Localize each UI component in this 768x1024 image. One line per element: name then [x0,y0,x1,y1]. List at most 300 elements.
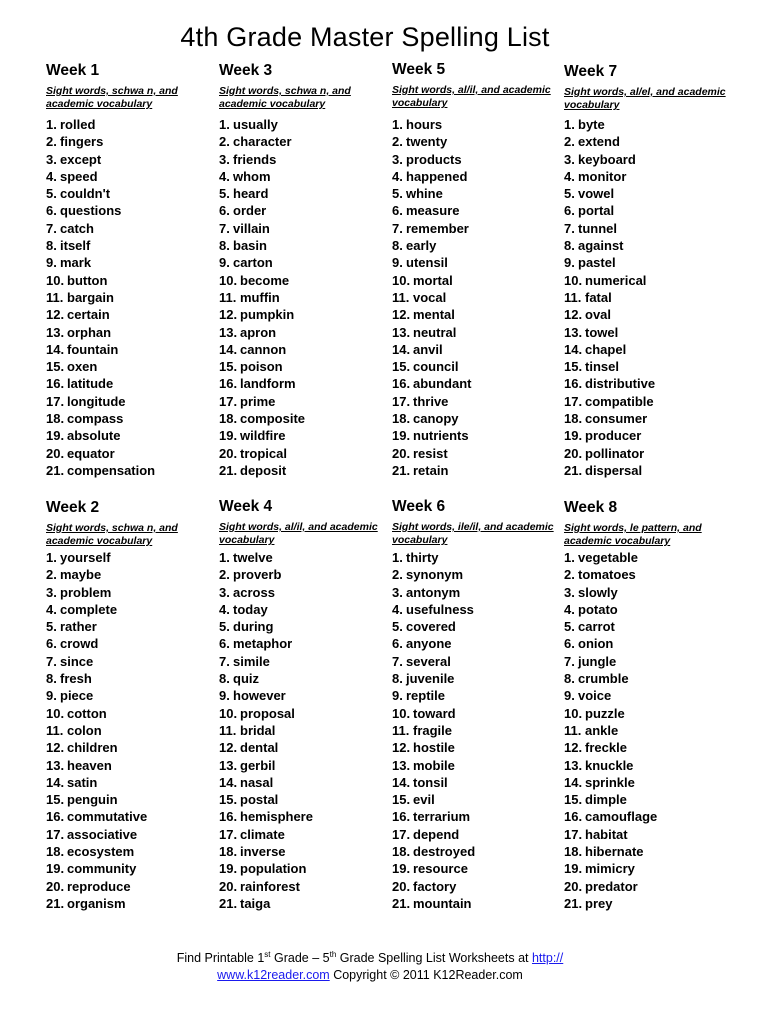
word-item [392,306,472,323]
word-number: 8. [219,238,230,254]
word-number: 18. [392,844,411,860]
word-number: 18. [219,844,238,860]
word-text: resource [413,861,468,877]
word-number: 4. [46,168,57,184]
word-text: cotton [67,705,107,721]
word-text: speed [60,168,98,184]
word-item [392,151,472,168]
word-number: 17. [219,393,238,409]
word-text: rolled [60,117,96,132]
word-number: 3. [46,151,57,167]
week-block [46,499,218,555]
word-item [46,375,155,392]
word-number: 8. [46,671,57,687]
word-item [46,133,155,150]
word-item [564,860,657,877]
word-text: camouflage [585,809,658,825]
word-number: 12. [46,307,65,323]
word-text: associative [67,826,138,842]
word-number: 8. [564,671,575,687]
word-text: twelve [233,550,273,565]
word-number: 7. [219,220,230,236]
word-number: 9. [46,688,57,704]
word-text: tunnel [578,220,617,236]
word-text: freckle [585,740,627,756]
word-number: 17. [46,393,65,409]
word-number: 8. [392,238,403,254]
word-text: character [233,134,292,150]
word-text: population [240,861,307,877]
word-text: nutrients [413,428,469,444]
word-text: potato [578,601,618,617]
word-number: 13. [564,324,583,340]
word-number: 20. [46,445,65,461]
word-number: 2. [219,567,230,583]
word-text: absolute [67,428,121,444]
word-text: since [60,653,94,669]
word-number: 3. [219,151,230,167]
word-item [46,549,147,566]
word-item [46,462,155,479]
word-text: cannon [240,341,287,357]
word-text: resist [413,445,448,461]
word-number: 6. [564,636,575,652]
word-text: organism [67,895,126,911]
word-text: anvil [413,341,443,357]
word-number: 4. [392,168,403,184]
word-number: 18. [564,844,583,860]
word-item [219,687,313,704]
word-text: complete [60,601,118,617]
word-text: heaven [67,757,112,773]
week-heading: Week 3 [219,62,273,79]
word-item [219,220,305,237]
word-item [219,168,305,185]
word-item [564,687,657,704]
week-heading: Week 2 [46,499,100,516]
word-text: except [60,151,102,167]
word-number: 15. [219,359,238,375]
week-subtitle: Sight words, al/il, and academic vocabulary [219,521,378,546]
word-item [46,410,155,427]
word-text: couldn't [60,186,111,202]
word-item [46,878,147,895]
word-number: 19. [219,861,238,877]
word-text: reproduce [67,878,131,894]
word-item [219,860,313,877]
word-text: council [413,359,459,375]
footer-link-part2[interactable]: www.k12reader.com [217,968,330,983]
footer-sup-st: st [264,950,271,959]
word-item [392,549,475,566]
word-number: 3. [46,584,57,600]
word-text: crowd [60,636,99,652]
word-number: 7. [392,220,403,236]
word-number: 19. [392,861,411,877]
word-text: mortal [413,272,453,288]
word-number: 4. [219,601,230,617]
word-number: 10. [219,705,238,721]
word-number: 18. [46,411,65,427]
word-number: 7. [46,653,57,669]
word-text: byte [578,117,605,132]
word-number: 13. [392,757,411,773]
word-number: 11. [564,722,582,738]
word-text: pastel [578,255,616,271]
week-subtitle: Sight words, al/el, and academic vocabulary [564,86,726,111]
word-number: 6. [46,203,57,219]
word-text: hostile [413,740,455,756]
word-item [564,791,657,808]
word-number: 12. [392,740,411,756]
word-number: 9. [392,688,403,704]
word-number: 8. [564,238,575,254]
word-text: early [406,238,437,254]
word-item [219,375,305,392]
word-item [219,843,313,860]
word-text: landform [240,376,296,392]
word-item [219,808,313,825]
word-number: 14. [219,341,238,357]
word-item [46,757,147,774]
footer-text-suffix: Grade Spelling List Worksheets at [336,951,532,966]
week-block [564,63,736,119]
word-text: factory [413,878,457,894]
word-text: piece [60,688,94,704]
word-number: 10. [564,705,583,721]
word-item [564,722,657,739]
word-item [392,601,475,618]
week-heading: Week 4 [219,498,273,515]
word-number: 16. [392,376,411,392]
word-item [564,445,655,462]
word-item [219,341,305,358]
word-number: 16. [219,809,238,825]
word-text: problem [60,584,112,600]
word-item [564,133,655,150]
word-item [564,358,655,375]
word-text: antonym [406,584,461,600]
word-item [392,116,472,133]
footer-link-part1[interactable]: http:// [531,951,564,966]
word-item [392,618,475,635]
word-item [46,254,155,271]
word-item [564,757,657,774]
word-number: 19. [564,861,583,877]
word-text: order [233,203,267,219]
word-number: 9. [46,255,57,271]
word-item [219,791,313,808]
word-item [219,618,313,635]
word-number: 1. [392,117,403,132]
word-number: 11. [219,289,237,305]
word-number: 1. [564,117,575,132]
word-number: 9. [219,255,230,271]
footer-text: Find Printable 1 [176,951,265,966]
word-number: 3. [564,151,575,167]
word-item [219,202,305,219]
word-item [392,722,475,739]
word-text: usefulness [406,601,474,617]
word-number: 2. [219,134,230,150]
word-text: orphan [67,324,112,340]
word-item [564,670,657,687]
word-item [564,705,657,722]
week-subtitle: Sight words, al/il, and academic vocabulary [392,84,551,109]
word-number: 12. [392,307,411,323]
word-text: pollinator [585,445,645,461]
word-item [46,895,147,912]
word-item [564,375,655,392]
word-text: sprinkle [585,774,635,790]
word-item [46,306,155,323]
word-item [219,358,305,375]
word-number: 12. [219,307,238,323]
word-list [46,116,155,479]
word-item [564,168,655,185]
word-item [219,427,305,444]
word-item [392,791,475,808]
word-item [564,635,657,652]
word-item [564,116,655,133]
word-number: 1. [46,117,57,132]
word-text: fresh [60,671,92,687]
word-item [392,254,472,271]
word-item [219,601,313,618]
word-text: usually [233,117,278,132]
word-text: products [406,151,462,167]
word-number: 10. [564,272,583,288]
word-text: friends [233,151,277,167]
word-item [46,393,155,410]
week-block [46,62,218,118]
word-item [392,687,475,704]
page-title: 4th Grade Master Spelling List [180,22,550,52]
word-number: 21. [564,895,583,911]
word-item [219,549,313,566]
word-number: 11. [46,722,64,738]
word-number: 10. [392,705,411,721]
footer [0,946,740,984]
word-number: 21. [219,462,238,478]
word-text: against [578,238,624,254]
word-text: penguin [67,792,118,808]
word-item [392,705,475,722]
word-text: monitor [578,168,627,184]
word-item [392,324,472,341]
word-text: bridal [240,722,276,738]
word-number: 12. [219,740,238,756]
word-text: bargain [67,289,114,305]
word-text: destroyed [413,844,476,860]
word-number: 14. [46,774,65,790]
word-number: 21. [564,462,583,478]
word-text: mental [413,307,455,323]
word-item [392,670,475,687]
word-text: portal [578,203,615,219]
word-number: 21. [392,895,411,911]
word-text: puzzle [585,705,625,721]
footer-sup-th: th [329,950,337,959]
word-item [564,843,657,860]
word-item [392,375,472,392]
word-number: 1. [219,117,230,132]
week-heading: Week 1 [46,62,100,79]
word-text: onion [578,636,614,652]
week-subtitle: Sight words, schwa n, and academic vocabulary [46,85,178,110]
word-text: fragile [413,722,453,738]
word-text: proverb [233,567,282,583]
word-item [564,878,657,895]
word-text: however [233,688,286,704]
word-text: happened [406,168,468,184]
word-number: 20. [219,445,238,461]
word-number: 4. [564,168,575,184]
word-text: jungle [578,653,617,669]
word-text: several [406,653,451,669]
word-item [392,133,472,150]
word-text: toward [413,705,456,721]
word-number: 16. [564,376,583,392]
word-text: consumer [585,411,648,427]
word-number: 11. [392,722,410,738]
week-heading: Week 5 [392,61,446,78]
word-number: 13. [219,757,238,773]
word-item [46,791,147,808]
word-text: villain [233,220,270,236]
word-text: dental [240,740,279,756]
word-number: 2. [392,567,403,583]
word-text: prime [240,393,276,409]
word-text: deposit [240,462,287,478]
word-number: 8. [219,671,230,687]
word-text: longitude [67,393,126,409]
word-number: 16. [46,376,65,392]
word-text: thrive [413,393,449,409]
word-text: measure [406,203,460,219]
week-block [219,62,391,118]
word-number: 20. [564,878,583,894]
word-item [219,653,313,670]
word-number: 1. [46,550,57,565]
word-number: 21. [392,462,411,478]
word-text: rainforest [240,878,300,894]
word-text: ankle [585,722,619,738]
word-text: muffin [240,289,280,305]
word-item [392,584,475,601]
word-number: 2. [564,567,575,583]
word-number: 18. [564,411,583,427]
week-block [392,498,564,554]
word-item [564,462,655,479]
word-text: thirty [406,550,439,565]
word-text: twenty [406,134,448,150]
word-text: rather [60,619,97,635]
word-item [46,722,147,739]
word-item [46,739,147,756]
word-text: oxen [67,359,98,375]
word-number: 17. [219,826,238,842]
word-item [219,584,313,601]
word-number: 4. [564,601,575,617]
word-number: 19. [46,428,65,444]
word-item [392,808,475,825]
word-item [46,324,155,341]
word-text: questions [60,203,122,219]
word-number: 21. [46,462,65,478]
word-item [564,895,657,912]
word-number: 18. [46,844,65,860]
word-text: gerbil [240,757,276,773]
word-number: 15. [46,359,65,375]
word-text: dispersal [585,462,643,478]
word-item [564,324,655,341]
word-number: 6. [219,636,230,652]
word-number: 20. [392,878,411,894]
word-text: apron [240,324,277,340]
word-item [392,168,472,185]
word-number: 5. [564,619,575,635]
word-number: 2. [46,134,57,150]
word-item [46,705,147,722]
word-item [219,324,305,341]
word-text: dimple [585,792,627,808]
week-heading: Week 6 [392,498,446,515]
word-list [392,549,475,912]
word-text: itself [60,238,91,254]
word-item [46,237,155,254]
word-item [46,774,147,791]
word-item [219,306,305,323]
word-text: composite [240,411,306,427]
word-number: 7. [564,220,575,236]
word-text: vocal [413,289,447,305]
word-number: 15. [219,792,238,808]
word-number: 13. [219,324,238,340]
word-text: voice [578,688,612,704]
word-number: 12. [46,740,65,756]
word-text: latitude [67,376,114,392]
word-text: during [233,619,274,635]
word-item [392,393,472,410]
word-text: evil [413,792,435,808]
word-item [392,860,475,877]
word-number: 3. [392,151,403,167]
word-item [392,566,475,583]
word-item [564,739,657,756]
word-text: hemisphere [240,809,313,825]
word-number: 12. [564,307,583,323]
word-text: anyone [406,636,452,652]
word-list [564,116,655,479]
word-number: 13. [46,757,65,773]
word-number: 15. [46,792,65,808]
word-number: 10. [392,272,411,288]
word-text: mark [60,255,92,271]
word-text: compatible [585,393,654,409]
word-number: 9. [219,688,230,704]
word-number: 5. [392,619,403,635]
word-item [46,445,155,462]
word-text: compensation [67,462,156,478]
word-number: 5. [219,619,230,635]
word-item [564,566,657,583]
word-item [219,116,305,133]
word-number: 1. [564,550,575,565]
word-number: 16. [46,809,65,825]
word-text: tropical [240,445,287,461]
word-number: 8. [46,238,57,254]
